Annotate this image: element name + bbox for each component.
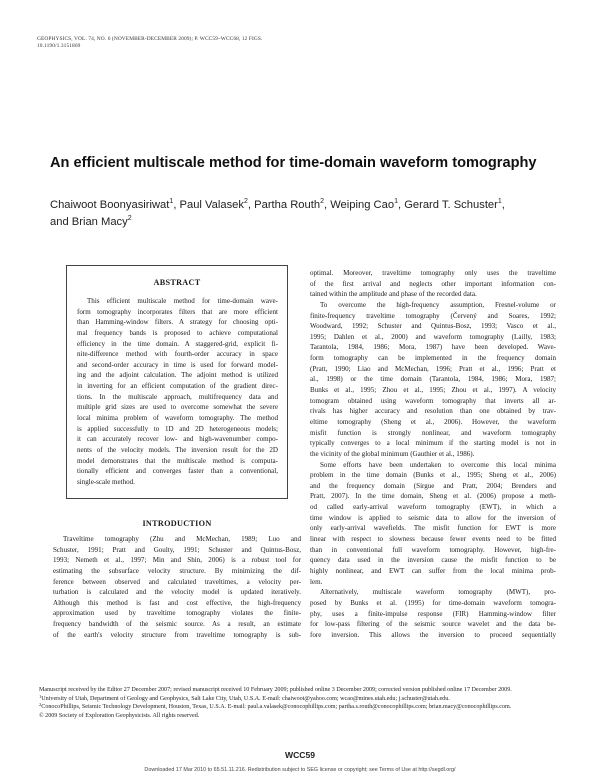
text-line: tionally efficient and converges faster than a conventional, <box>77 467 278 476</box>
text-line: misfit function is strongly nonlinear, and waveform tomography <box>310 428 556 437</box>
paper-title: An efficient multiscale method for time-domain waveform tomography <box>50 155 537 171</box>
author-name: Weiping Cao <box>330 199 395 211</box>
text-line: it can accurately recover low- and high-wavenumber compo- <box>77 435 278 444</box>
doi: 10.1190/1.3151869 <box>37 43 81 49</box>
footnote-2-mark: 2 <box>39 702 42 707</box>
text-line: than Hamming-window filters. A strategy for choosing opti- <box>77 318 278 327</box>
affiliation-mark: 2 <box>244 198 248 205</box>
text-line: Some efforts have been undertaken to overcome this local minima <box>320 460 556 469</box>
text-line: eltime tomography (Sheng et al., 2006). However, the waveform <box>310 417 556 426</box>
text-line: Tarantola, 1984, 1986; Mora, 1987) have been developed. Wave- <box>310 343 556 352</box>
text-line: tained within the amplitude and phase of the recorded data. <box>310 290 477 299</box>
text-line: Schuster, 1991; Pratt and Goulty, 1991; Schuster and Quintus-Bosz, <box>53 545 301 554</box>
abstract-body <box>77 296 278 488</box>
text-line: finite-frequency traveltime tomography (Červený and Soares, 1992; <box>310 311 556 320</box>
author-separator: , <box>323 199 331 211</box>
text-line: multiple grid sizes are used to overcome somewhat the severe <box>77 403 278 412</box>
text-line: od called early-arrival waveform tomography (EWT), in which a <box>310 503 556 512</box>
text-line: for low-pass filtering of the seismic source wavelet and the data be- <box>310 620 556 629</box>
author-separator: , <box>501 199 505 211</box>
affiliation-mark: 1 <box>394 198 398 205</box>
text-line: turbation is calculated and the velocity model is updated iteratively. <box>53 588 301 597</box>
text-line: al., 1998) or the time domain (Tarantola, 1984, 1986; Mora, 1987; <box>310 375 556 384</box>
footnote-1-text: University of Utah, Department of Geology and Geophysics, Salt Lake City, Utah, U.S.A. E-mail: chaiwoot@yahoo.com; wcao@mines.utah.edu; j.schuster@utah.edu. <box>41 695 450 702</box>
text-line: phy, uses a finite-impulse response (FIR) Hamming-window filter <box>310 609 556 618</box>
text-line: ing and the adjoint calculation. The adjoint method is utilized <box>77 371 278 380</box>
text-line: local minima problem of waveform tomography. The method <box>77 414 278 423</box>
text-line: of the earth's velocity structure from traveltime tomography is sub- <box>53 630 301 639</box>
text-line: the vicinity of the global minimum (Gauthier et al., 1986). <box>310 449 475 458</box>
text-line: form tomography incorporates filters that are more efficient <box>77 307 278 316</box>
text-line: Woodward, 1992; Schuster and Quintus-Bosz, 1993; Vasco et al., <box>310 322 556 331</box>
text-line: in inverting for an efficient computation of the gradient direc- <box>77 382 278 391</box>
affiliation-mark: 1 <box>497 198 502 205</box>
author-list <box>50 197 570 231</box>
text-line: than in conventional full waveform tomography. However, high-fre- <box>310 545 556 554</box>
text-line: is applied successfully to 1D and 2D heterogeneous models; <box>77 424 278 433</box>
text-line: form tomography can be implemented in the frequency domain <box>310 354 556 363</box>
affiliation-mark: 2 <box>320 198 324 205</box>
text-line: fore inversion. This allows the inversion to proceed sequentially <box>310 630 556 639</box>
text-line: (Pratt, 1990; Liao and McMechan, 1996; Pratt et al., 1996; Pratt et <box>310 364 556 373</box>
author-separator: , <box>173 199 180 211</box>
text-line: posed by Bunks et al. (1995) for time-domain waveform tomogra- <box>310 598 556 607</box>
text-line: single-scale method. <box>77 477 135 486</box>
journal-header <box>37 36 337 50</box>
copyright: © 2009 Society of Exploration Geophysicists. All rights reserved. <box>39 712 200 719</box>
text-line: 1993; Nemeth et al., 1997; Min and Shin, 2006) is a robust tool for <box>53 556 301 565</box>
text-line: frequency bandwidth of the seismic source. As a result, an estimate <box>53 620 301 629</box>
author-name: and Brian Macy <box>50 216 128 228</box>
footnote-1 <box>39 695 566 704</box>
text-line: time window is applied to seismic data to allow for the inversion of <box>310 513 556 522</box>
footnote-2 <box>39 703 566 712</box>
abstract-heading: ABSTRACT <box>153 278 201 287</box>
affiliation-mark: 1 <box>169 198 174 205</box>
footnote-1-mark: 1 <box>39 693 42 699</box>
author-name: Chaiwoot Boonyasiriwat <box>50 199 170 211</box>
journal-citation: GEOPHYSICS, VOL. 74, NO. 6 (NOVEMBER-DECEMBER 2009); P. WCC59–WCC68, 12 FIGS. <box>37 36 263 42</box>
text-line: Pratt, 2007). In the time domain, Sheng et al. (2006) propose a meth- <box>310 492 556 501</box>
author-separator: , <box>247 199 255 211</box>
text-line: of the first arrival and neglects other important information con- <box>310 279 556 288</box>
text-line: only early-arrival wavefields. The misfit function for EWT is more <box>310 524 556 533</box>
text-line: problem in the time domain (Bunks et al., 1995; Sheng et al., 2006) <box>310 471 556 480</box>
text-line: nite-difference method with fourth-order accuracy in space <box>77 350 278 359</box>
footnote-2-text: ConocoPhillips, Seismic Technology Development, Houston, Texas, U.S.A. E-mail: paul.a.valasek@conocophillips.com; partha.s.routh@conocophillips.com; brian.macy@conocophillips.com. <box>41 704 512 710</box>
text-line: nents of the velocity models. The inversion result for the 2D <box>77 445 278 454</box>
page-number: WCC59 <box>284 750 316 760</box>
text-line: typically converges to a local minimum if the starting model is not in <box>310 439 556 448</box>
affiliation-mark: 2 <box>127 215 132 222</box>
text-line: approximation used by traveltime tomography violates the finite- <box>53 609 301 618</box>
introduction-heading: INTRODUCTION <box>142 519 212 528</box>
right-column-body <box>310 268 556 640</box>
footnotes <box>39 686 566 720</box>
author-name: Gerard T. Schuster <box>404 199 498 211</box>
text-line: rivals has higher accuracy and resolution than one obtained by trav- <box>310 407 556 416</box>
received-note: Manuscript received by the Editor 27 December 2007; revised manuscript received 10 February 2009; published online 3 December 2009; corrected version published online 17 December 2009. <box>39 687 512 693</box>
text-line: 1995; Dahlen et al., 2000) and waveform tomography (Lailly, 1983; <box>310 332 556 341</box>
text-line: Alternatively, multiscale waveform tomography (MWT), pro- <box>320 588 556 597</box>
author-name: Partha Routh <box>254 199 321 211</box>
text-line: Traveltime tomography (Zhu and McMechan, 1989; Luo and <box>63 535 301 543</box>
text-line: tions. In the multiscale approach, multifrequency data and <box>77 392 278 401</box>
text-line: and second-order accuracy in time is used for forward model- <box>77 360 278 369</box>
text-line: mal frequency bands is proposed to achieve computational <box>77 328 278 337</box>
download-notice: Downloaded 17 Mar 2010 to 65.51.11.216. Redistribution subject to SEG license or copyright; see Terms of Use at http://segdl.org/ <box>144 767 456 773</box>
author-name: Paul Valasek <box>179 199 245 211</box>
author-separator: , <box>397 199 405 211</box>
text-line: optimal. Moreover, traveltime tomography only uses the traveltime <box>310 269 556 277</box>
text-line: tomogram obtained using waveform tomography that inverts all ar- <box>310 396 556 405</box>
introduction-body <box>53 534 301 640</box>
text-line: model demonstrates that the multiscale method is computa- <box>77 456 278 465</box>
text-line: Bunks et al., 1995; Zhou et al., 1995; Zhou et al., 1997). A velocity <box>310 386 556 395</box>
text-line: and the frequency domain (Sirgue and Pratt, 2004; Brenders and <box>310 481 556 490</box>
text-line: Although this method is fast and cost effective, the high-frequency <box>53 598 301 607</box>
text-line: This efficient multiscale method for time-domain wave- <box>87 297 278 305</box>
text-line: quency data used in the inversion cause the misfit function to be <box>310 556 556 565</box>
text-line: highly nonlinear, and EWT can suffer from the local minima prob- <box>310 566 556 575</box>
text-line: estimating the subsurface velocity structure. By minimizing the dif- <box>53 566 301 575</box>
text-line: linear with respect to slowness because fewer events need to be fitted <box>310 535 556 544</box>
text-line: efficiency in the time domain. A staggered-grid, explicit fi- <box>77 339 278 348</box>
text-line: lem. <box>310 577 323 586</box>
text-line: ference between observed and calculated traveltimes, a velocity per- <box>53 577 301 586</box>
text-line: To overcome the high-frequency assumption, Fresnel-volume or <box>320 300 556 309</box>
